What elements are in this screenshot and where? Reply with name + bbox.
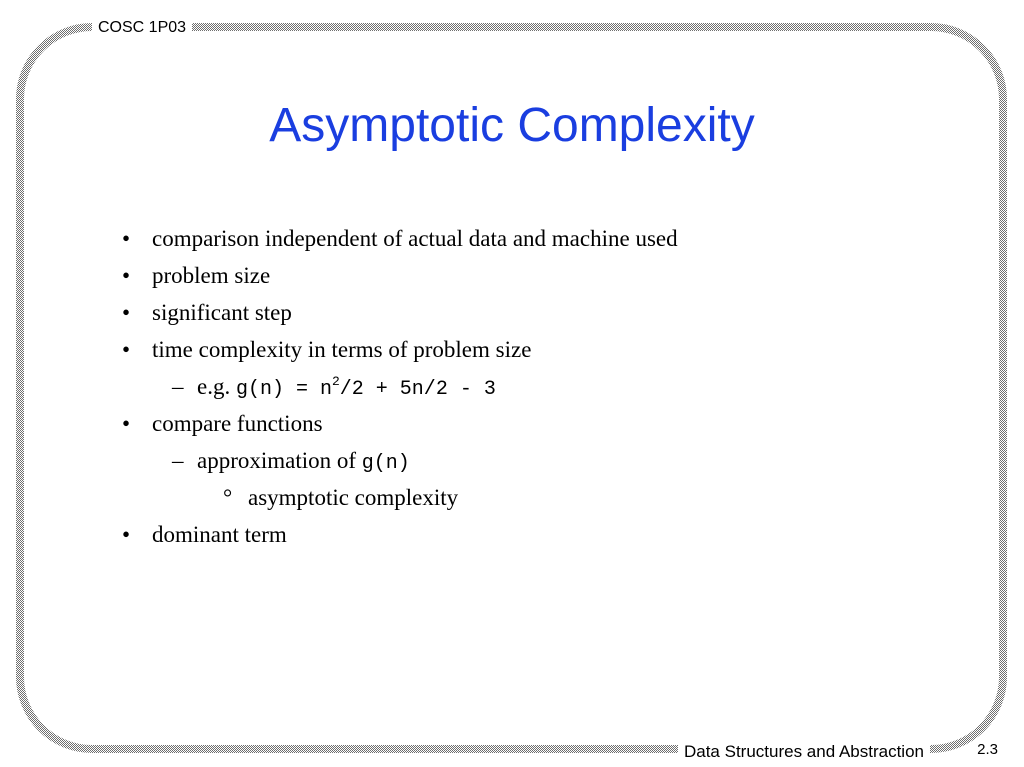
bullet-item (120, 224, 678, 261)
slide-number: 2.3 (973, 740, 1002, 760)
formula-rest: /2 + 5n/2 - 3 (339, 378, 496, 401)
bullet-item (120, 298, 678, 335)
bullet-marker: • (122, 226, 131, 251)
bullet-marker: • (122, 337, 131, 362)
bullet-item (120, 409, 678, 446)
formula-base: g(n) = n (235, 378, 332, 401)
sub-bullet-item (120, 372, 678, 409)
sub-sub-bullet-item (120, 483, 678, 520)
bullet-marker: • (122, 263, 131, 288)
bullet-text: significant step (152, 300, 292, 325)
bullet-text: problem size (152, 263, 271, 288)
function-code: g(n) (361, 452, 410, 475)
course-name: Data Structures and Abstraction (678, 742, 930, 762)
bullet-text: dominant term (152, 522, 287, 547)
bullet-text: compare functions (152, 411, 323, 436)
bullet-text: asymptotic complexity (248, 485, 459, 510)
dash-marker: – (172, 448, 184, 473)
slide-title: Asymptotic Complexity (269, 99, 755, 152)
degree-marker: ° (223, 485, 233, 510)
sub-bullet-prefix: e.g. (197, 374, 236, 399)
course-code: COSC 1P03 (92, 18, 192, 38)
bullet-item (120, 520, 678, 557)
sub-bullet-item (120, 446, 678, 483)
formula-exponent: 2 (331, 374, 340, 389)
dash-marker: – (172, 374, 184, 399)
sub-bullet-prefix: approximation of (197, 448, 362, 473)
bullet-item (120, 261, 678, 298)
bullet-text: time complexity in terms of problem size (152, 337, 532, 362)
bullet-text: comparison independent of actual data and machine used (152, 226, 678, 251)
bullet-marker: • (122, 411, 131, 436)
formula-code (235, 374, 496, 401)
bullet-marker: • (122, 300, 131, 325)
bullet-item (120, 335, 678, 372)
bullet-list (120, 224, 678, 557)
bullet-marker: • (122, 522, 131, 547)
